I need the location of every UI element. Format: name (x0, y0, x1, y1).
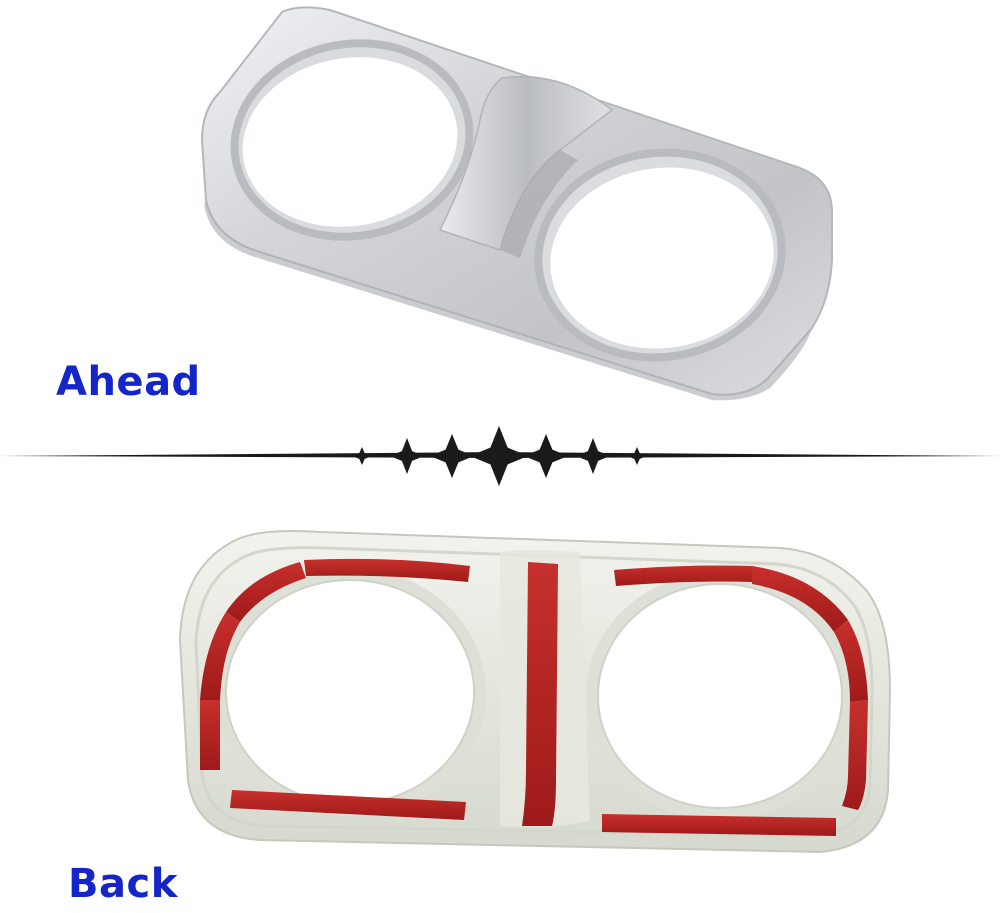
divider-star-icon (627, 447, 647, 465)
adhesive-strip (200, 700, 220, 770)
divider-star-icon (352, 447, 372, 465)
back-panel (180, 531, 890, 852)
divider-star-icon (390, 438, 424, 474)
divider-star-icon (576, 438, 610, 474)
front-view-label: Ahead (56, 359, 201, 405)
divider-star-icon (430, 434, 474, 478)
back-right-hole (598, 584, 842, 808)
divider-star-icon (524, 434, 568, 478)
divider-star-icon (470, 426, 528, 486)
decorative-divider (0, 426, 1000, 486)
back-view-label: Back (68, 861, 178, 907)
back-left-hole (226, 580, 474, 804)
front-panel (202, 7, 832, 400)
